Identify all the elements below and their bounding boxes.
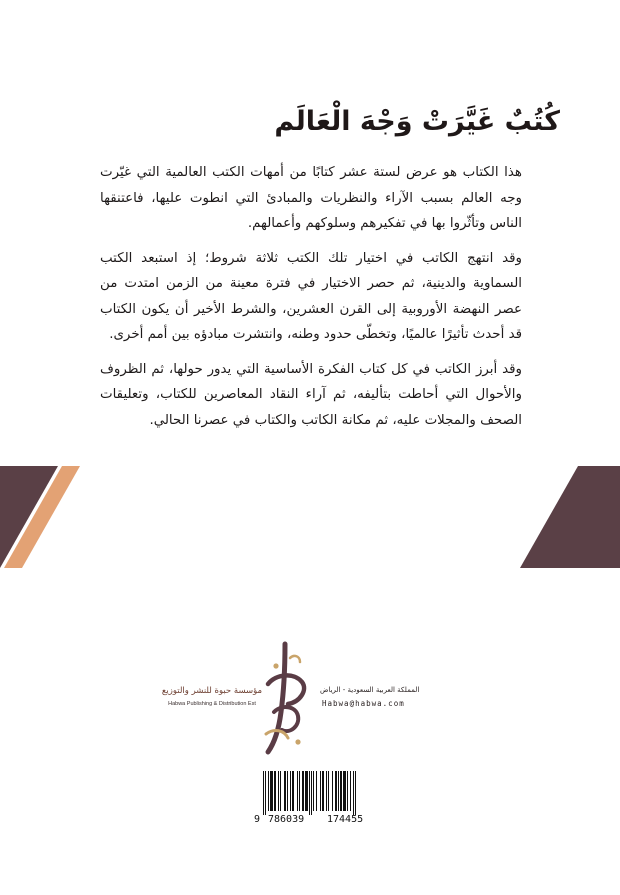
barcode-bar	[340, 771, 342, 811]
blurb	[100, 160, 522, 442]
barcode-bar	[299, 771, 300, 811]
barcode-bar	[311, 771, 312, 815]
barcode-bar	[316, 771, 317, 811]
isbn-barcode	[253, 771, 383, 827]
barcode-bar	[297, 771, 298, 811]
barcode-bar	[322, 771, 324, 811]
barcode-bar	[309, 771, 310, 815]
barcode-bar	[328, 771, 329, 811]
barcode-bar	[278, 771, 279, 811]
barcode-bar	[287, 771, 288, 811]
isbn-digit-group-2: 174455	[327, 814, 364, 825]
barcode-bar	[280, 771, 281, 811]
barcode-bar	[284, 771, 286, 811]
barcode-bar	[335, 771, 337, 811]
barcode-bar	[305, 771, 308, 811]
barcode-bar	[292, 771, 294, 811]
blurb-paragraph-3: وقد أبرز الكاتب في كل كتاب الفكرة الأساسية التي يدور حولها، ثم الظروف والأحوال التي أحاطت بتأليفه، ثم آراء النقاد المعاصرين للكتاب، وتعليقات الصحف والمجلات عليه، ثم مكانة الكاتب والكتاب في عصرنا الحالي.	[100, 361, 522, 428]
barcode-bar	[274, 771, 276, 811]
publisher-location: المملكة العربية السعودية - الرياض	[320, 686, 420, 694]
right-stripe-decoration	[520, 466, 620, 568]
barcode-bar	[338, 771, 339, 811]
barcode-bar	[353, 771, 354, 815]
barcode-bar	[343, 771, 346, 811]
barcode-bar	[263, 771, 264, 815]
barcode-bar	[265, 771, 266, 815]
isbn-first-digit: 9	[254, 814, 261, 825]
barcode-bar	[268, 771, 269, 811]
isbn-number	[253, 814, 383, 826]
blurb-paragraph-1: هذا الكتاب هو عرض لستة عشر كتابًا من أمهات الكتب العالمية التي غيّرت وجه العالم بسبب الآراء والنظريات والمبادئ التي انطوت عليها، فاعتنقها الناس وتأثّروا بها في تفكيرهم وسلوكهم وأعمالهم.	[100, 165, 522, 231]
publisher-name-arabic: مؤسسة حبوة للنشر والتوزيع	[161, 686, 263, 696]
barcode-bar	[350, 771, 351, 811]
barcode-bar	[302, 771, 304, 811]
publisher-email: Habwa@habwa.com	[322, 699, 405, 708]
barcode-bar	[332, 771, 333, 811]
barcode-bar	[313, 771, 314, 811]
barcode-bar	[290, 771, 291, 811]
barcode-bar	[270, 771, 273, 811]
habwa-logo-icon	[254, 638, 314, 758]
isbn-digit-group-1: 786039	[268, 814, 305, 825]
publisher-name-english: Habwa Publishing & Distribution Est	[168, 701, 256, 707]
barcode-bars	[253, 771, 383, 815]
blurb-paragraph-2: وقد انتهج الكاتب في اختيار تلك الكتب ثلاثة شروط؛ إذ استبعد الكتب السماوية والدينية، ثم حصر الاختيار في فترة معينة من الزمن امتدت من عصر النهضة الأوروبية إلى القرن العشرين، والشرط الأخير أن يكون الكتاب قد أحدث تأثيرًا عالميًا، وتخطّى حدود وطنه، وانتشرت مبادؤه بين أمم أخرى.	[100, 250, 522, 342]
barcode-bar	[347, 771, 348, 811]
barcode-bar	[355, 771, 356, 815]
book-title: كُتُبٌ غَيَّرَتْ وَجْهَ الْعَالَم	[274, 106, 560, 137]
barcode-bar	[326, 771, 327, 811]
left-stripe-decoration	[0, 466, 100, 568]
barcode-bar	[320, 771, 321, 811]
